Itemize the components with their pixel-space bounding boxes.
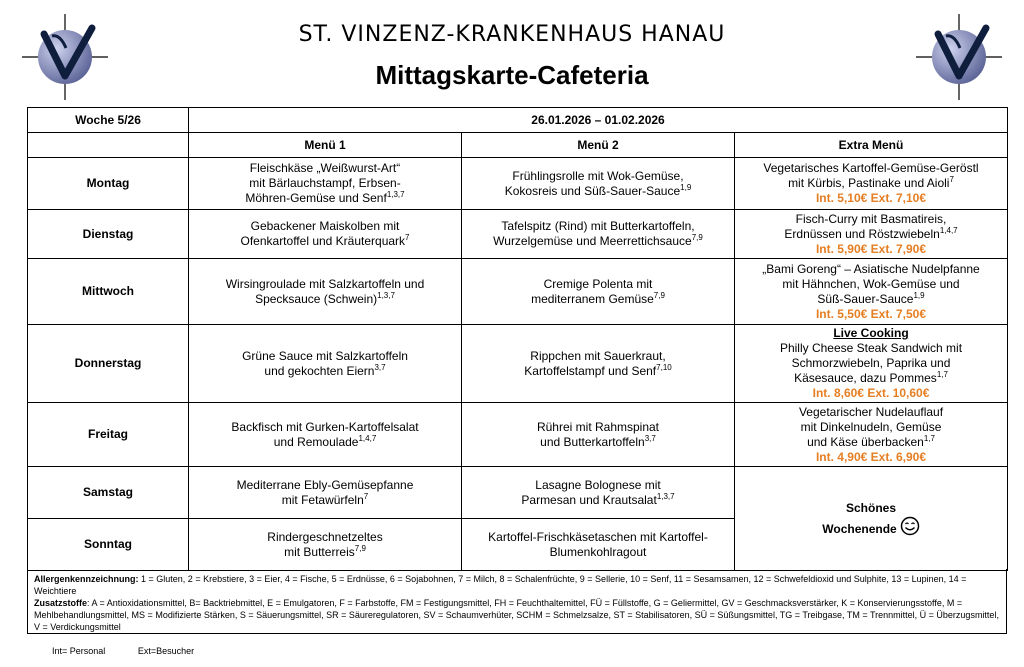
dish-line xyxy=(466,292,730,307)
menu1-cell xyxy=(189,259,462,325)
allergen-codes: 7 xyxy=(405,233,410,242)
allergen-codes: 3,7 xyxy=(374,362,386,372)
allergen-codes: 1,3,7 xyxy=(377,290,395,300)
dish-line: Rührei mit Rahmspinat xyxy=(536,419,660,434)
dish-line xyxy=(739,176,1003,191)
dish-line xyxy=(193,292,457,307)
menu2-cell xyxy=(462,519,735,571)
dish-text: und Remoulade xyxy=(273,434,359,449)
column-header-extra: Extra Menü xyxy=(735,133,1008,158)
day-label-mittwoch: Mittwoch xyxy=(28,259,189,325)
menu2-cell xyxy=(462,158,735,210)
hospital-name: ST. VINZENZ-KRANKENHAUS HANAU xyxy=(298,22,726,47)
dish-line xyxy=(193,191,457,206)
menu1-cell xyxy=(189,519,462,571)
additives-text: : A = Antioxidationsmittel, B= Backtriebmittel, E = Emulgatoren, F = Farbstoffe, FM = Festigungsmittel, FH = Feuchthaltemittel, FÜ = Füllstoffe, G = Geliermittel, GV = Geschmacksverstärker, K = Konservierungsstoffe, M = Mehlbehandlungsmittel, MS = Modifizierte Stärken, S = Säuerungsmittel, SR = Säureregulatoren, SV = Schaumverhüter, SCHM = Schmelzsalze, ST = Stabilisatoren, SÜ = Süßungsmittel, TG = Treibgase, TM = Trennmittel, Ü = Überzugsmittel, V = Verdickungsmittel xyxy=(34,598,999,632)
dish-text: Erdnüssen und Röstzwiebeln xyxy=(784,226,940,241)
extra-cell xyxy=(735,158,1008,210)
dish-line: Backfisch mit Gurken-Kartoffelsalat xyxy=(231,419,419,434)
allergen-codes: 7,10 xyxy=(656,362,672,372)
weekend-text: Wochenende xyxy=(822,521,897,536)
allergen-codes: 1,9 xyxy=(680,182,692,192)
dish-text: mit Fetawürfeln xyxy=(281,492,364,507)
day-label-dienstag: Dienstag xyxy=(28,210,189,259)
menu-table xyxy=(27,107,1008,571)
column-header-menu1: Menü 1 xyxy=(189,133,462,158)
weekend-line1: Schönes xyxy=(846,500,897,515)
page-title: Mittagskarte-Cafeteria xyxy=(375,60,649,90)
dish-text: Parmesan und Krautsalat xyxy=(521,492,657,507)
dish-text: Wurzelgemüse und Meerrettichsauce xyxy=(493,234,692,248)
dish-line: mit Dinkelnudeln, Gemüse xyxy=(800,419,942,434)
extra-cell xyxy=(735,403,1008,467)
dish-text: und Butterkartoffeln xyxy=(540,434,645,449)
dish-line xyxy=(739,435,1003,450)
dish-text: und gekochten Eiern xyxy=(264,363,375,378)
extern-note: Ext=Besucher xyxy=(137,646,195,656)
extra-cell xyxy=(735,210,1008,259)
dish-text: mit Butterreis xyxy=(284,544,355,559)
legend xyxy=(27,569,1007,634)
dish-line xyxy=(466,364,730,379)
allergen-codes: 1,7 xyxy=(936,370,948,379)
extra-cell xyxy=(735,259,1008,325)
dish-line xyxy=(193,435,457,450)
dish-line: Mediterrane Ebly-Gemüsepfanne xyxy=(236,477,414,492)
column-header-menu2: Menü 2 xyxy=(462,133,735,158)
dish-text: mit Kürbis, Pastinake und Aioli xyxy=(788,176,950,190)
dish-line: Cremige Polenta mit xyxy=(543,276,653,291)
allergen-codes: 7 xyxy=(363,491,369,501)
dish-line xyxy=(193,545,457,560)
dish-line xyxy=(466,435,730,450)
dish-text: Specksauce (Schwein) xyxy=(255,291,378,306)
allergen-codes: 7,9 xyxy=(354,543,366,553)
menu1-cell xyxy=(189,403,462,467)
dish-line: Kartoffel-Frischkäsetaschen mit Kartoffel- xyxy=(488,529,708,544)
allergen-codes: 7,9 xyxy=(653,290,665,300)
day-label-freitag: Freitag xyxy=(28,403,189,467)
week-dates: 26.01.2026 – 01.02.2026 xyxy=(189,108,1008,133)
dish-line xyxy=(466,493,730,508)
dish-line xyxy=(739,371,1003,386)
allergen-legend xyxy=(34,573,1000,597)
allergen-text: 1 = Gluten, 2 = Krebstiere, 3 = Eier, 4 = Fische, 5 = Erdnüsse, 6 = Sojabohnen, 7 = Milch, 8 = Schalenfrüchte, 9 = Sellerie, 10 = Senf, 11 = Sesamsamen, 12 = Schwefeldioxid und Sulphite, 13 = Lupinen, 14 = Weichtiere xyxy=(34,574,967,596)
dish-line: Fisch-Curry mit Basmatireis, xyxy=(795,211,947,226)
day-label-samstag: Samstag xyxy=(28,467,189,519)
allergen-codes: 3,7 xyxy=(644,433,656,443)
dish-line xyxy=(193,493,457,508)
dish-line: Frühlingsrolle mit Wok-Gemüse, xyxy=(512,168,684,183)
day-label-donnerstag: Donnerstag xyxy=(28,325,189,403)
allergen-label: Allergenkennzeichnung: xyxy=(34,574,139,584)
allergen-codes: 1,7 xyxy=(923,433,935,443)
additives-label: Zusatzstoffe xyxy=(34,598,88,608)
corner-cell xyxy=(28,133,189,158)
allergen-codes: 1,3,7 xyxy=(656,491,675,501)
dish-line xyxy=(739,227,1003,242)
price-label: Int. 5,90€ Ext. 7,90€ xyxy=(815,241,927,256)
dish-line: Grüne Sauce mit Salzkartoffeln xyxy=(242,348,408,363)
day-label-montag: Montag xyxy=(28,158,189,210)
dish-line: Blumenkohlragout xyxy=(549,544,647,559)
dish-line: Lasagne Bolognese mit xyxy=(535,477,661,492)
allergen-codes: 7 xyxy=(949,175,954,184)
dish-text: Käsesauce, dazu Pommes xyxy=(794,371,937,385)
price-legend xyxy=(52,646,224,656)
dish-line: Rindergeschnetzeltes xyxy=(267,529,383,544)
menu2-cell xyxy=(462,403,735,467)
weekend-cell xyxy=(735,467,1008,571)
dish-line: Fleischkäse „Weißwurst-Art“ xyxy=(249,161,401,175)
price-label: Int. 8,60€ Ext. 10,60€ xyxy=(812,386,930,400)
dish-line xyxy=(739,292,1003,307)
allergen-codes: 1,9 xyxy=(913,290,925,300)
dish-text: und Käse überbacken xyxy=(807,434,924,449)
allergen-codes: 7,9 xyxy=(691,233,703,242)
menu1-cell xyxy=(189,325,462,403)
live-cooking-label: Live Cooking xyxy=(833,326,909,340)
dish-line xyxy=(466,234,730,249)
price-label: Int. 4,90€ Ext. 6,90€ xyxy=(815,449,927,464)
dish-line xyxy=(193,234,457,249)
dish-line: mit Hähnchen, Wok-Gemüse und xyxy=(782,276,960,291)
dish-line: Vegetarischer Nudelauflauf xyxy=(798,404,944,419)
dish-line: Rippchen mit Sauerkraut, xyxy=(530,348,666,363)
menu1-cell xyxy=(189,158,462,210)
price-label: Int. 5,50€ Ext. 7,50€ xyxy=(815,306,927,321)
dish-line: Philly Cheese Steak Sandwich mit xyxy=(779,341,963,355)
dish-line: Vegetarisches Kartoffel-Gemüse-Geröstl xyxy=(763,161,979,175)
weekend-line2 xyxy=(739,516,1003,537)
allergen-codes: 1,4,7 xyxy=(358,433,377,443)
dish-line: Gebackener Maiskolben mit xyxy=(250,219,400,233)
dish-text: Kokosreis und Süß-Sauer-Sauce xyxy=(504,183,681,198)
menu1-cell xyxy=(189,210,462,259)
menu2-cell xyxy=(462,325,735,403)
menu2-cell xyxy=(462,210,735,259)
dish-line: Wirsingroulade mit Salzkartoffeln und xyxy=(225,276,425,291)
dish-text: mediterranem Gemüse xyxy=(531,291,654,306)
price-label: Int. 5,10€ Ext. 7,10€ xyxy=(815,191,927,205)
dish-line: mit Bärlauchstampf, Erbsen- xyxy=(249,176,401,190)
menu2-cell xyxy=(462,467,735,519)
dish-text: Möhren-Gemüse und Senf xyxy=(245,191,387,205)
intern-note: Int= Personal xyxy=(52,646,106,656)
dish-text: Ofenkartoffel und Kräuterquark xyxy=(240,234,406,248)
dish-line: Tafelspitz (Rind) mit Butterkartoffeln, xyxy=(501,219,695,233)
menu2-cell xyxy=(462,259,735,325)
dish-line xyxy=(193,364,457,379)
dish-text: Kartoffelstampf und Senf xyxy=(524,363,657,378)
allergen-codes: 1,3,7 xyxy=(386,190,405,199)
week-label: Woche 5/26 xyxy=(28,108,189,133)
dish-line: „Bami Goreng“ – Asiatische Nudelpfanne xyxy=(762,261,980,276)
additives-legend xyxy=(34,597,1000,633)
extra-cell xyxy=(735,325,1008,403)
smiley-icon xyxy=(900,516,920,536)
day-label-sonntag: Sonntag xyxy=(28,519,189,571)
dish-text: Süß-Sauer-Sauce xyxy=(817,291,914,306)
allergen-codes: 1,4,7 xyxy=(939,225,958,235)
dish-line xyxy=(466,184,730,199)
dish-line: Schmorzwiebeln, Paprika und xyxy=(791,356,951,370)
menu1-cell xyxy=(189,467,462,519)
